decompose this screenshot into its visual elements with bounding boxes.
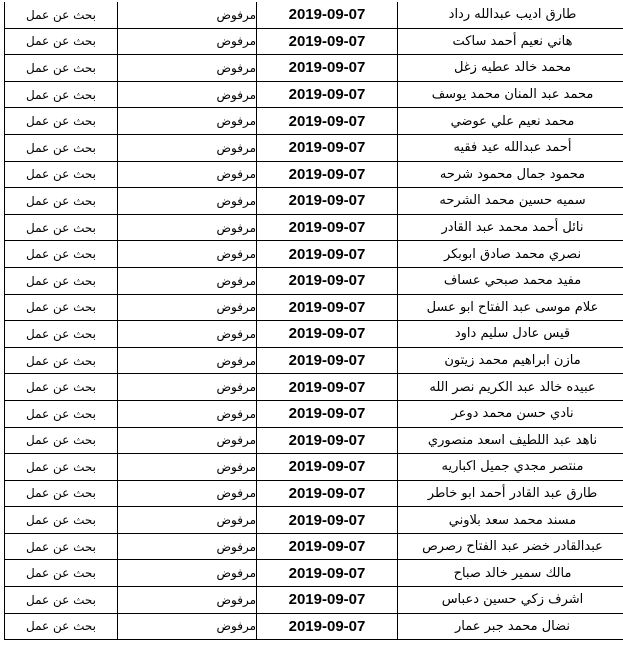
- date-cell: 2019-09-07: [257, 214, 398, 241]
- reason-cell: بحث عن عمل: [5, 81, 118, 108]
- applicant-name-cell: مالك سمير خالد صباح: [398, 560, 623, 587]
- reason-cell: بحث عن عمل: [5, 533, 118, 560]
- reason-cell: بحث عن عمل: [5, 613, 118, 640]
- applicant-name-cell: نادي حسن محمد دوعر: [398, 400, 623, 427]
- applicant-name-cell: نصري محمد صادق ابوبكر: [398, 241, 623, 268]
- date-cell: 2019-09-07: [257, 374, 398, 401]
- date-cell: 2019-09-07: [257, 400, 398, 427]
- date-cell: 2019-09-07: [257, 321, 398, 348]
- table-row: [5, 427, 623, 454]
- applicant-name-cell: محمد عبد المنان محمد يوسف: [398, 81, 623, 108]
- date-cell: 2019-09-07: [257, 108, 398, 135]
- status-cell: مرفوض: [118, 2, 257, 28]
- table-row: [5, 2, 623, 28]
- status-cell: مرفوض: [118, 134, 257, 161]
- applicant-name-cell: محمد خالد عطيه زغل: [398, 55, 623, 82]
- applicant-name-cell: نائل أحمد محمد عبد القادر: [398, 214, 623, 241]
- reason-cell: بحث عن عمل: [5, 560, 118, 587]
- reason-cell: بحث عن عمل: [5, 161, 118, 188]
- applicant-name-cell: سميه حسين محمد الشرحه: [398, 188, 623, 215]
- status-cell: مرفوض: [118, 454, 257, 481]
- date-cell: 2019-09-07: [257, 560, 398, 587]
- applicant-name-cell: محمد نعيم علي عوضي: [398, 108, 623, 135]
- applicant-name-cell: علام موسى عبد الفتاح ابو عسل: [398, 294, 623, 321]
- reason-cell: بحث عن عمل: [5, 454, 118, 481]
- date-cell: 2019-09-07: [257, 507, 398, 534]
- table-row: [5, 374, 623, 401]
- applicant-name-cell: نضال محمد جبر عمار: [398, 613, 623, 640]
- reason-cell: بحث عن عمل: [5, 427, 118, 454]
- date-cell: 2019-09-07: [257, 613, 398, 640]
- status-cell: مرفوض: [118, 294, 257, 321]
- applicant-name-cell: أحمد عبدالله عيد فقيه: [398, 134, 623, 161]
- reason-cell: بحث عن عمل: [5, 28, 118, 55]
- table-row: [5, 28, 623, 55]
- date-cell: 2019-09-07: [257, 533, 398, 560]
- applicant-name-cell: محمود جمال محمود شرحه: [398, 161, 623, 188]
- reason-cell: بحث عن عمل: [5, 294, 118, 321]
- date-cell: 2019-09-07: [257, 267, 398, 294]
- reason-cell: بحث عن عمل: [5, 507, 118, 534]
- table-body: [5, 2, 623, 640]
- status-cell: مرفوض: [118, 374, 257, 401]
- date-cell: 2019-09-07: [257, 28, 398, 55]
- table-row: [5, 347, 623, 374]
- applicant-name-cell: اشرف زكي حسين دعباس: [398, 587, 623, 614]
- applicant-name-cell: طارق اديب عبدالله رداد: [398, 2, 623, 28]
- table-row: [5, 400, 623, 427]
- reason-cell: بحث عن عمل: [5, 480, 118, 507]
- reason-cell: بحث عن عمل: [5, 267, 118, 294]
- status-cell: مرفوض: [118, 427, 257, 454]
- status-cell: مرفوض: [118, 28, 257, 55]
- reason-cell: بحث عن عمل: [5, 374, 118, 401]
- date-cell: 2019-09-07: [257, 427, 398, 454]
- date-cell: 2019-09-07: [257, 2, 398, 28]
- reason-cell: بحث عن عمل: [5, 188, 118, 215]
- status-cell: مرفوض: [118, 400, 257, 427]
- applicant-name-cell: مسند محمد سعد بلاوني: [398, 507, 623, 534]
- applicant-name-cell: منتصر مجدي جميل اكباريه: [398, 454, 623, 481]
- status-cell: مرفوض: [118, 55, 257, 82]
- table-row: [5, 55, 623, 82]
- applicant-name-cell: ناهد عبد اللطيف اسعد منصوري: [398, 427, 623, 454]
- reason-cell: بحث عن عمل: [5, 587, 118, 614]
- status-cell: مرفوض: [118, 321, 257, 348]
- date-cell: 2019-09-07: [257, 134, 398, 161]
- date-cell: 2019-09-07: [257, 241, 398, 268]
- date-cell: 2019-09-07: [257, 347, 398, 374]
- date-cell: 2019-09-07: [257, 55, 398, 82]
- reason-cell: بحث عن عمل: [5, 241, 118, 268]
- table-row: [5, 454, 623, 481]
- status-cell: مرفوض: [118, 267, 257, 294]
- applicant-name-cell: عبدالقادر خضر عبد الفتاح رصرص: [398, 533, 623, 560]
- applicant-name-cell: مازن ابراهيم محمد زيتون: [398, 347, 623, 374]
- table-row: [5, 108, 623, 135]
- applicant-name-cell: هاني نعيم أحمد ساكت: [398, 28, 623, 55]
- date-cell: 2019-09-07: [257, 81, 398, 108]
- reason-cell: بحث عن عمل: [5, 400, 118, 427]
- table-row: [5, 81, 623, 108]
- table-row: [5, 587, 623, 614]
- table-row: [5, 241, 623, 268]
- reason-cell: بحث عن عمل: [5, 55, 118, 82]
- status-cell: مرفوض: [118, 347, 257, 374]
- status-cell: مرفوض: [118, 533, 257, 560]
- applicant-name-cell: قيس عادل سليم داود: [398, 321, 623, 348]
- table-row: [5, 188, 623, 215]
- table-row: [5, 267, 623, 294]
- status-cell: مرفوض: [118, 613, 257, 640]
- table-row: [5, 507, 623, 534]
- status-cell: مرفوض: [118, 507, 257, 534]
- reason-cell: بحث عن عمل: [5, 347, 118, 374]
- status-cell: مرفوض: [118, 480, 257, 507]
- applicant-name-cell: طارق عبد القادر أحمد ابو خاطر: [398, 480, 623, 507]
- table-row: [5, 613, 623, 640]
- applications-table: [4, 2, 623, 640]
- table-row: [5, 533, 623, 560]
- reason-cell: بحث عن عمل: [5, 2, 118, 28]
- date-cell: 2019-09-07: [257, 454, 398, 481]
- status-cell: مرفوض: [118, 587, 257, 614]
- table-row: [5, 134, 623, 161]
- date-cell: 2019-09-07: [257, 587, 398, 614]
- table-row: [5, 214, 623, 241]
- reason-cell: بحث عن عمل: [5, 108, 118, 135]
- reason-cell: بحث عن عمل: [5, 214, 118, 241]
- status-cell: مرفوض: [118, 108, 257, 135]
- date-cell: 2019-09-07: [257, 161, 398, 188]
- status-cell: مرفوض: [118, 241, 257, 268]
- applicant-name-cell: مفيد محمد صبحي عساف: [398, 267, 623, 294]
- table-row: [5, 321, 623, 348]
- status-cell: مرفوض: [118, 214, 257, 241]
- status-cell: مرفوض: [118, 188, 257, 215]
- table-row: [5, 161, 623, 188]
- reason-cell: بحث عن عمل: [5, 134, 118, 161]
- status-cell: مرفوض: [118, 81, 257, 108]
- status-cell: مرفوض: [118, 161, 257, 188]
- table-row: [5, 294, 623, 321]
- date-cell: 2019-09-07: [257, 294, 398, 321]
- applicant-name-cell: عبيده خالد عبد الكريم نصر الله: [398, 374, 623, 401]
- table-row: [5, 480, 623, 507]
- date-cell: 2019-09-07: [257, 480, 398, 507]
- reason-cell: بحث عن عمل: [5, 321, 118, 348]
- status-cell: مرفوض: [118, 560, 257, 587]
- table-row: [5, 560, 623, 587]
- date-cell: 2019-09-07: [257, 188, 398, 215]
